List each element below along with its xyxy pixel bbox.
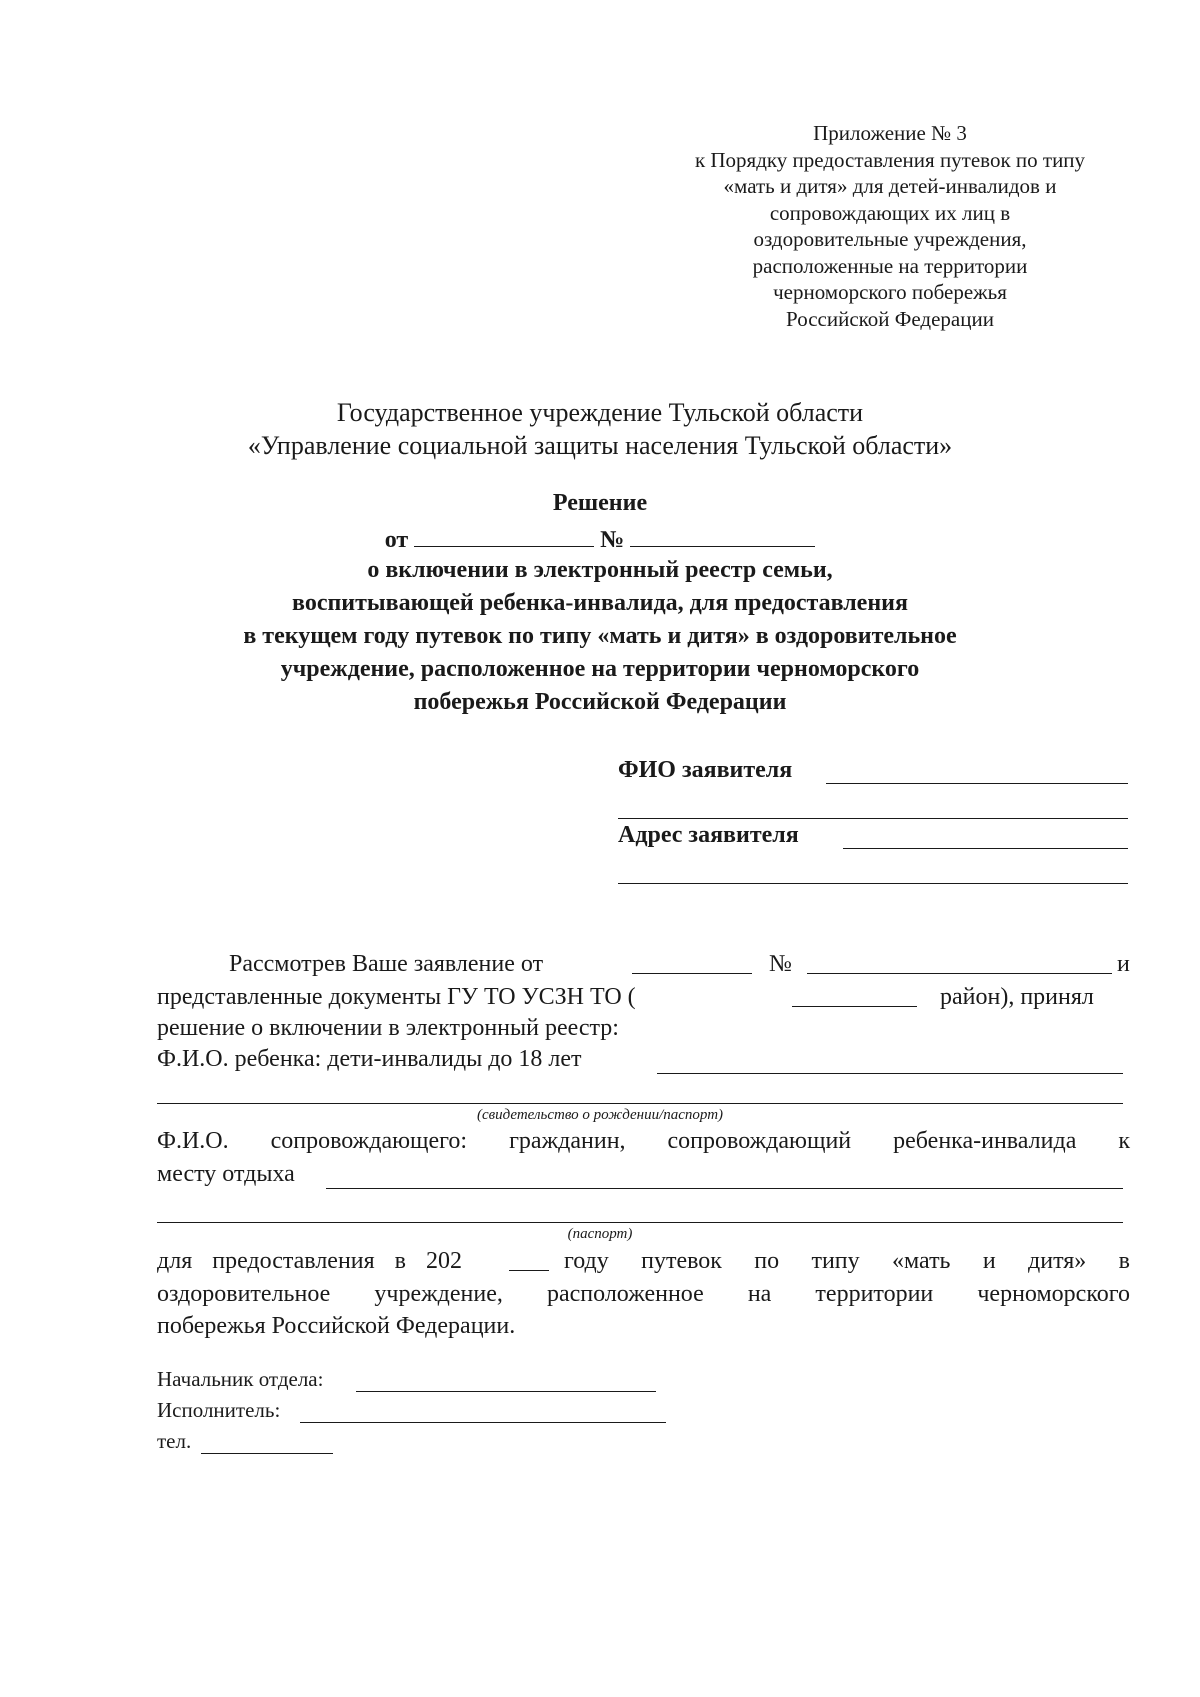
annex-line: Российской Федерации bbox=[786, 306, 994, 331]
child-document-field[interactable] bbox=[157, 1103, 1123, 1104]
year-blank[interactable] bbox=[509, 1248, 549, 1271]
companion-name-field[interactable] bbox=[326, 1188, 1123, 1189]
subject-line: в текущем году путевок по типу «мать и дитя» в оздоровительное bbox=[243, 623, 957, 649]
phone-field[interactable] bbox=[201, 1453, 333, 1454]
final-line-2: оздоровительное учреждение, расположенное на территории черноморского bbox=[157, 1281, 1130, 1307]
annex-line: оздоровительные учреждения, bbox=[753, 227, 1027, 251]
child-document-caption: (свидетельство о рождении/паспорт) bbox=[476, 1107, 724, 1123]
decision-date-number-line bbox=[0, 524, 1200, 554]
annex-line: расположенные на территории bbox=[752, 253, 1028, 278]
body-text: году путевок по типу «мать и дитя» в bbox=[564, 1248, 1130, 1274]
applicant-name-field-extra[interactable] bbox=[618, 818, 1128, 819]
body-text: и bbox=[1117, 951, 1130, 977]
decision-number-blank[interactable] bbox=[630, 524, 815, 547]
application-date-blank[interactable] bbox=[632, 951, 752, 974]
applicant-address-label: Адрес заявителя bbox=[618, 822, 799, 848]
applicant-name-field[interactable] bbox=[826, 783, 1128, 784]
companion-line-2 bbox=[157, 1161, 1130, 1188]
companion-document-caption: (паспорт) bbox=[567, 1226, 633, 1242]
institution-name bbox=[0, 396, 1200, 462]
annex-line: Приложение № 3 bbox=[813, 121, 967, 145]
child-name-field[interactable] bbox=[657, 1073, 1123, 1074]
applicant-address-field-extra[interactable] bbox=[618, 883, 1128, 884]
body-text: для предоставления в 202 bbox=[157, 1248, 463, 1274]
decision-number-label: № bbox=[600, 527, 625, 553]
annex-header bbox=[650, 120, 1130, 332]
annex-line: сопровождающих их лиц в bbox=[769, 200, 1011, 225]
companion-line-1: Ф.И.О. сопровождающего: гражданин, сопровождающий ребенка-инвалида к bbox=[157, 1128, 1130, 1154]
decision-title: Решение bbox=[552, 490, 648, 516]
companion-document-field[interactable] bbox=[157, 1222, 1123, 1223]
annex-line: черноморского побережья bbox=[773, 280, 1007, 304]
institution-line-2: «Управление социальной защиты населения Тульской области» bbox=[247, 431, 953, 460]
decision-subject bbox=[0, 554, 1200, 719]
companion-label: месту отдыха bbox=[157, 1161, 295, 1187]
subject-line: учреждение, расположенное на территории черноморского bbox=[280, 656, 920, 682]
district-blank[interactable] bbox=[792, 984, 917, 1007]
application-number-blank[interactable] bbox=[807, 951, 1112, 974]
body-text: № bbox=[769, 951, 792, 977]
executor-signature-field[interactable] bbox=[300, 1422, 666, 1423]
annex-line: «мать и дитя» для детей-инвалидов и bbox=[723, 174, 1057, 198]
executor-label: Исполнитель: bbox=[157, 1398, 281, 1422]
body-text: представленные документы ГУ ТО УСЗН ТО ( bbox=[157, 984, 636, 1010]
subject-line: о включении в электронный реестр семьи, bbox=[367, 557, 833, 583]
subject-line: побережья Российской Федерации bbox=[413, 689, 787, 715]
subject-line: воспитывающей ребенка-инвалида, для предоставления bbox=[292, 590, 908, 616]
decision-date-blank[interactable] bbox=[414, 524, 594, 547]
body-text: район), принял bbox=[940, 984, 1094, 1010]
child-line bbox=[157, 1046, 1130, 1073]
applicant-address-field[interactable] bbox=[843, 848, 1128, 849]
institution-line-1: Государственное учреждение Тульской области bbox=[336, 398, 864, 427]
annex-line: к Порядку предоставления путевок по типу bbox=[694, 147, 1086, 172]
child-label: Ф.И.О. ребенка: дети-инвалиды до 18 лет bbox=[157, 1046, 582, 1072]
final-line-3: побережья Российской Федерации. bbox=[157, 1313, 516, 1339]
body-line-3: решение о включении в электронный реестр: bbox=[157, 1015, 619, 1041]
decision-from-label: от bbox=[384, 527, 409, 553]
applicant-name-label: ФИО заявителя bbox=[618, 757, 793, 783]
body-text: Рассмотрев Ваше заявление от bbox=[229, 951, 544, 977]
head-signature-field[interactable] bbox=[356, 1391, 656, 1392]
head-of-department-label: Начальник отдела: bbox=[157, 1367, 324, 1391]
phone-label: тел. bbox=[157, 1429, 192, 1453]
